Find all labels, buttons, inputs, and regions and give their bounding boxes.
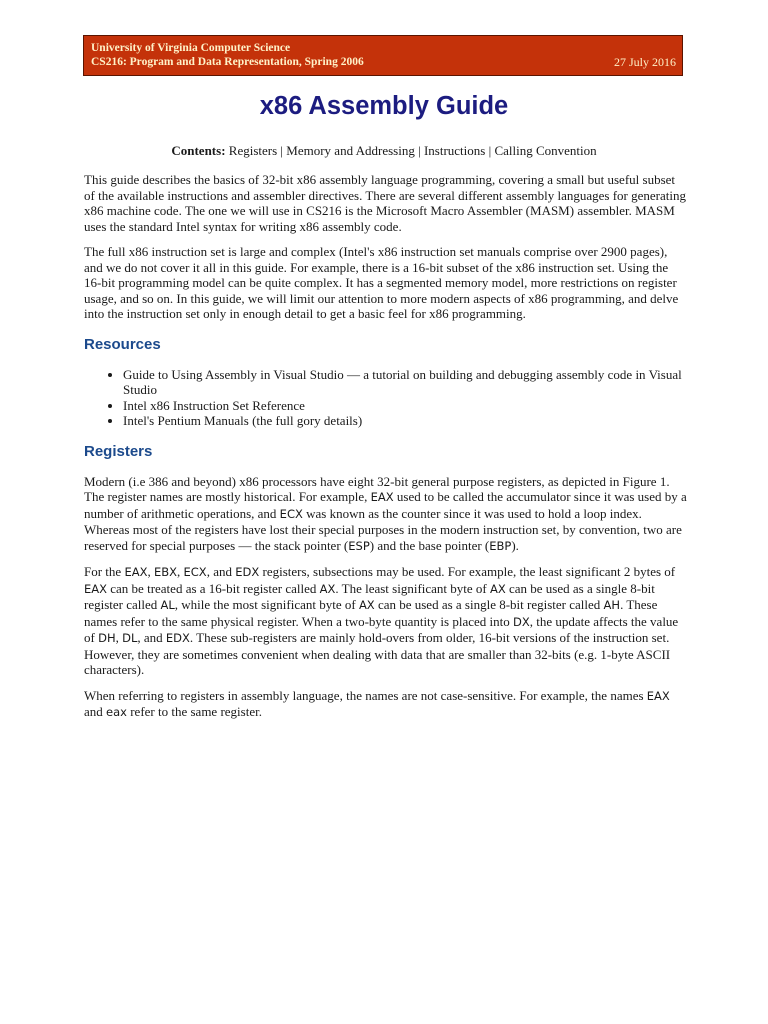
registers-paragraph-2: For the EAX, EBX, ECX, and EDX registers, subsections may be used. For example, the least significant 2 bytes of EAX can be treated as a 16-bit register called AX. The least significant byte of AX can be used as a single 8-bit register called AL, while the most significant byte of AX can be used as a single 8-bit register called AH. These names refer to the same physical register. When a two-byte quantity is placed into DX, the update affects the value of DH, DL, and EDX. These sub-registers are mainly hold-overs from older, 16-bit versions of the instruction set. However, they are sometimes convenient when dealing with data that are smaller than 32-bits (e.g. 1-byte ASCII characters). xyxy=(84,564,679,677)
register-name: EAX xyxy=(646,688,670,703)
intro-paragraph-2: The full x86 instruction set is large and complex (Intel's x86 instruction set manuals comprise over 2900 pages), and we do not cover it all in this guide. For example, there is a 16-bit subset of the x86 instruction set. Using the 16-bit programming model can be quite complex. It has a segmented memory model, more restrictions on register usage, and so on. In this guide, we will limit our attention to more modern aspects of x86 programming, and delve into the instruction set only in enough detail to get a basic feel for x86 programming. xyxy=(84,244,679,321)
contents-link-instructions[interactable]: Instructions xyxy=(423,143,486,158)
register-name: DL xyxy=(122,631,138,645)
register-name: AX xyxy=(319,581,336,596)
course-banner xyxy=(83,35,683,76)
resources-heading: Resources xyxy=(84,335,161,353)
register-name: AX xyxy=(490,581,506,596)
intro-paragraph-1: This guide describes the basics of 32-bit x86 assembly language programming, covering a small but useful subset of the available instructions and assembler directives. There are several different assembly languages for generating x86 machine code. The one we will use in CS216 is the Microsoft Macro Assembler (MASM) assembler. MASM uses the standard Intel syntax for writing x86 assembly code. xyxy=(84,172,686,234)
registers-paragraph-1: Modern (i.e 386 and beyond) x86 processors have eight 32-bit general purpose registers, as depicted in Figure 1. The register names are mostly historical. For example, EAX used to be called the accumulator since it was used by a number of arithmetic operations, and ECX was known as the counter since it was used to hold a loop index. Whereas most of the registers have lost their special purposes in the modern instruction set, by convention, two are reserved for special purposes — the stack pointer (ESP) and the base pointer (EBP). xyxy=(84,473,687,553)
banner-course: CS216: Program and Data Representation, Spring 2006 xyxy=(91,56,364,68)
resource-item-instruction-reference[interactable]: • Intel x86 Instruction Set Reference xyxy=(123,398,688,414)
resource-item-pentium-manuals[interactable]: • Intel's Pentium Manuals (the full gory details) xyxy=(123,413,688,429)
register-name: ECX xyxy=(183,565,207,579)
page-title: x86 Assembly Guide xyxy=(259,92,509,120)
contents-label: Contents: xyxy=(171,143,226,158)
register-name: EAX xyxy=(124,565,148,579)
registers-paragraph-3: When referring to registers in assembly language, the names are not case-sensitive. For example, the names EAX and eax refer to the same register. xyxy=(84,687,670,719)
register-name: EBP xyxy=(489,538,512,553)
register-name: ESP xyxy=(348,538,370,553)
contents-nav: Contents: Registers | Memory and Addressing | Instructions | Calling Convention xyxy=(171,143,597,158)
contents-link-registers[interactable]: Registers xyxy=(228,143,278,158)
banner-university: University of Virginia Computer Science xyxy=(91,42,291,54)
register-name: EBX xyxy=(153,565,178,579)
register-name: AH xyxy=(603,598,621,612)
banner-row-1 xyxy=(91,41,676,55)
register-name: ECX xyxy=(279,506,303,521)
register-name: AL xyxy=(160,598,175,612)
resources-list xyxy=(84,367,688,429)
resource-item-visual-studio[interactable]: • Guide to Using Assembly in Visual Studio — a tutorial on building and debugging assembly code in Visual Studio xyxy=(123,367,688,398)
banner-date: 27 July 2016 xyxy=(613,55,676,69)
register-name: eax xyxy=(106,705,127,719)
register-name: EAX xyxy=(370,490,394,504)
register-name: AX xyxy=(358,598,375,612)
contents-link-calling-convention[interactable]: Calling Convention xyxy=(494,143,597,158)
register-name: DH xyxy=(98,631,116,645)
register-name: EDX xyxy=(165,631,190,645)
register-name: DX xyxy=(513,614,530,629)
register-name: EDX xyxy=(235,565,260,579)
register-name: EAX xyxy=(84,581,108,596)
banner-row-2 xyxy=(91,55,676,69)
contents-link-memory[interactable]: Memory and Addressing xyxy=(286,143,415,158)
registers-heading: Registers xyxy=(84,442,153,460)
document-body xyxy=(84,172,688,731)
